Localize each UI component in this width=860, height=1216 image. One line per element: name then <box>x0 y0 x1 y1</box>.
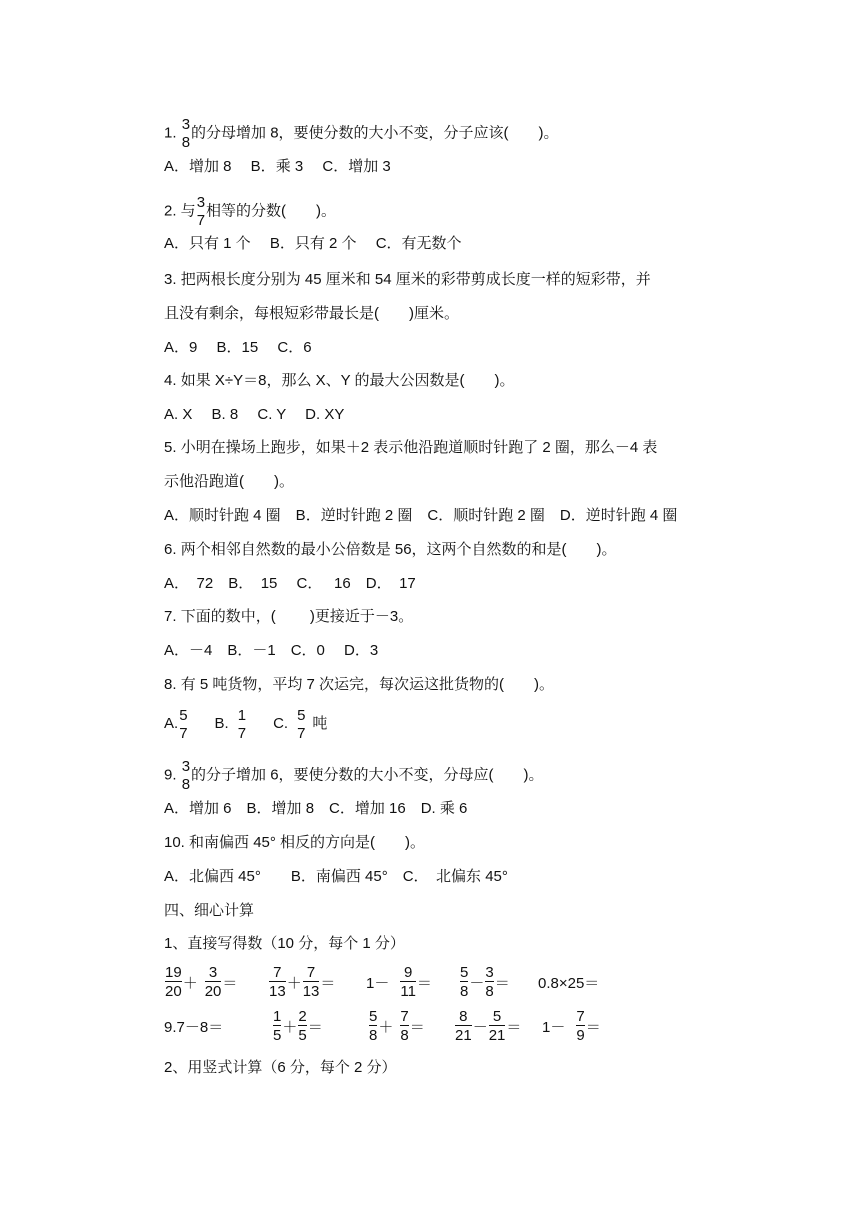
question-1 <box>164 116 559 151</box>
question-1-options: A．增加 8 B．乘 3 C．增加 3 <box>164 158 391 175</box>
question-10 <box>164 833 425 853</box>
question-text: 相等的分数( )。 <box>206 202 337 220</box>
question-text: 下面的数中，( )更接近于－3。 <box>180 608 414 625</box>
question-8 <box>164 675 554 695</box>
question-7 <box>164 607 413 627</box>
fraction: 3 8 <box>181 116 191 151</box>
question-6 <box>164 540 617 560</box>
question-3-text-continued: 且没有剩余，每根短彩带最长是( )厘米。 <box>164 305 459 322</box>
fraction: $\frac{1}{5}$ <box>273 1008 282 1044</box>
question-9 <box>164 758 544 793</box>
fraction: $\frac{7}{8}$ <box>400 1008 409 1044</box>
question-9-options: A．增加 6 B．增加 8 C．增加 16 D. 乘 6 <box>164 800 468 817</box>
question-5 <box>164 438 657 458</box>
fraction: $\frac{8}{21}$ <box>455 1008 472 1044</box>
question-2-options: A．只有 1 个 B．只有 2 个 C．有无数个 <box>164 235 462 252</box>
question-3-options: A．9 B．15 C．6 <box>164 339 312 356</box>
question-number: 7. <box>164 608 177 625</box>
fraction: $\frac{3}{8}$ <box>485 964 494 1000</box>
option-c-label: C. <box>273 715 289 732</box>
fraction: 1 7 <box>237 706 247 742</box>
question-5-text-continued: 示他沿跑道( )。 <box>164 473 294 490</box>
question-number: 5. <box>164 439 177 456</box>
question-text: 的分母增加 8，要使分数的大小不变，分子应该( )。 <box>191 124 559 142</box>
question-number: 8. <box>164 676 177 693</box>
question-4 <box>164 371 515 391</box>
subsection-title: 2、用竖式计算（6 分，每个 2 分） <box>164 1059 397 1076</box>
question-number: 1. <box>164 124 177 142</box>
fraction: $\frac{5}{8}$ <box>369 1008 378 1044</box>
calc-row-2 <box>164 1004 684 1048</box>
subsection-title: 1、直接写得数（10 分，每个 1 分） <box>164 935 405 952</box>
section-title: 四、细心计算 <box>164 902 255 919</box>
unit: 吨 <box>312 715 328 732</box>
question-text: 两个相邻自然数的最小公倍数是 56，这两个自然数的和是( )。 <box>180 541 617 558</box>
option-b-label: B. <box>214 715 229 732</box>
calc-row-1 <box>164 960 684 1004</box>
fraction: 3 7 <box>196 194 206 229</box>
calc-item: 9.7－8＝ <box>164 1018 224 1036</box>
question-text: 把两根长度分别为 45 厘米和 54 厘米的彩带剪成长度一样的短彩带，并 <box>180 271 651 288</box>
calc-item: $\frac{8}{21}$ － $\frac{5}{21}$ ＝ <box>455 1008 522 1044</box>
question-7-options: A．－4 B．－1 C．0 D．3 <box>164 642 379 659</box>
question-number: 6. <box>164 541 177 558</box>
question-2 <box>164 194 336 229</box>
calc-item: 0.8×25＝ <box>538 974 600 992</box>
question-text: 小明在操场上跑步，如果＋2 表示他沿跑道顺时针跑了 2 圈，那么－4 表 <box>180 439 658 456</box>
fraction: 3 8 <box>181 758 191 793</box>
calc-item: $\frac{19}{20}$ ＋ $\frac{3}{20}$ ＝ <box>165 964 238 1000</box>
fraction: 5 7 <box>179 706 188 742</box>
calc-item: $\frac{1}{5}$ ＋ $\frac{2}{5}$ ＝ <box>273 1008 323 1044</box>
question-4-options: A. X B. 8 C. Y D. XY <box>164 406 345 423</box>
question-text: 有 5 吨货物，平均 7 次运完，每次运这批货物的( )。 <box>180 676 555 693</box>
fraction: $\frac{2}{5}$ <box>298 1008 307 1044</box>
option-a-label: A. <box>164 715 179 732</box>
question-number: 9. <box>164 766 177 784</box>
question-text: 的分子增加 6，要使分数的大小不变，分母应( )。 <box>191 766 544 784</box>
question-number: 2. 与 <box>164 202 196 220</box>
fraction: $\frac{19}{20}$ <box>165 964 182 1000</box>
question-6-options: A． 72 B． 15 C． 16 D． 17 <box>164 575 416 592</box>
calc-item: $\frac{5}{8}$ － $\frac{3}{8}$ ＝ <box>460 964 510 1000</box>
question-10-options: A．北偏西 45° B．南偏西 45° C． 北偏东 45° <box>164 868 508 885</box>
question-number: 4. <box>164 372 177 389</box>
question-3 <box>164 270 651 290</box>
calc-item: 1－ $\frac{9}{11}$ ＝ <box>366 964 432 1000</box>
fraction: 5 7 <box>297 706 306 742</box>
fraction: $\frac{7}{13}$ <box>269 964 286 1000</box>
question-text: 如果 X÷Y＝8，那么 X、Y 的最大公因数是( )。 <box>180 372 515 389</box>
calc-item: $\frac{7}{13}$ ＋ $\frac{7}{13}$ ＝ <box>269 964 336 1000</box>
question-text: 和南偏西 45° 相反的方向是( )。 <box>189 834 426 851</box>
question-8-options <box>164 704 327 744</box>
fraction: $\frac{7}{9}$ <box>576 1008 585 1044</box>
question-5-options: A．顺时针跑 4 圈 B．逆时针跑 2 圈 C．顺时针跑 2 圈 D．逆时针跑 4 圈 <box>164 507 678 524</box>
question-number: 3. <box>164 271 177 288</box>
fraction: $\frac{5}{21}$ <box>488 1008 506 1044</box>
fraction: $\frac{5}{8}$ <box>460 964 469 1000</box>
fraction: $\frac{7}{13}$ <box>302 964 320 1000</box>
fraction: $\frac{3}{20}$ <box>204 964 222 1000</box>
question-number: 10. <box>164 834 185 851</box>
calc-item: $\frac{5}{8}$ ＋ $\frac{7}{8}$ ＝ <box>369 1008 425 1044</box>
calc-item: 1－ $\frac{7}{9}$ ＝ <box>542 1008 601 1044</box>
fraction: $\frac{9}{11}$ <box>400 964 416 1000</box>
